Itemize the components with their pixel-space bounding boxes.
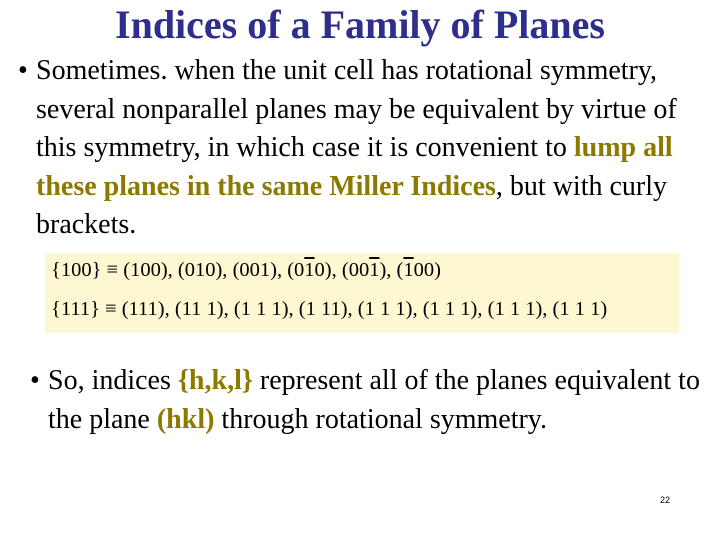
bullet-2-highlight-hkl-parens: (hkl) <box>156 403 215 435</box>
equation-row-100 <box>51 259 441 282</box>
equation-lhs-100: {100} ≡ <box>51 259 124 281</box>
bullet-1-text <box>36 52 708 245</box>
bullet-1-part2: , but with curly brackets. <box>36 170 668 240</box>
bullet-1-part1: Sometimes. when the unit cell has rotational symmetry, several nonparallel planes may be equivalent by virtue of this symmetry, in which case it is convenient to <box>36 55 677 163</box>
bullet-2-part1: So, indices <box>48 365 178 396</box>
slide-title: Indices of a Family of Planes <box>115 2 605 47</box>
miller-indices-equation-box <box>45 253 679 333</box>
bullet-2-text <box>48 362 700 439</box>
equation-lhs-111: {111} ≡ <box>51 298 122 320</box>
equation-term-bar: 1 <box>304 259 315 281</box>
bullet-marker: • <box>30 365 40 396</box>
bullet-marker: • <box>18 55 28 86</box>
equation-term: (010), <box>177 259 233 281</box>
equation-term: ( <box>396 259 404 281</box>
equation-term: (0 <box>287 259 305 281</box>
bullet-point-1 <box>18 52 708 245</box>
bullet-1-highlight: lump all these planes in the same Miller Indices <box>36 132 673 202</box>
equation-term: (00 <box>341 259 370 281</box>
equation-term: 0), <box>314 259 342 281</box>
bullet-2-part3: through rotational symmetry. <box>214 403 547 435</box>
equation-term: (001), <box>232 259 288 281</box>
page-number: 22 <box>660 495 671 505</box>
equation-term-bar: 1 <box>369 259 380 281</box>
equation-term: ), <box>379 259 397 281</box>
equation-rhs-111: (111), (11 1), (1 1 1), (1 11), (1 1 1), (1 1 1), (1 1 1), (1 1 1) <box>121 298 608 320</box>
equation-term: (100), <box>123 259 178 281</box>
bullet-point-2 <box>30 362 700 439</box>
equation-row-111 <box>51 298 607 321</box>
equation-term-bar: 1 <box>403 259 414 281</box>
bullet-2-highlight-hkl-braces: {h,k,l} <box>177 365 253 396</box>
equation-term: 00) <box>413 259 441 281</box>
bullet-2-part2: represent all of the planes equivalent to the plane <box>48 365 700 435</box>
